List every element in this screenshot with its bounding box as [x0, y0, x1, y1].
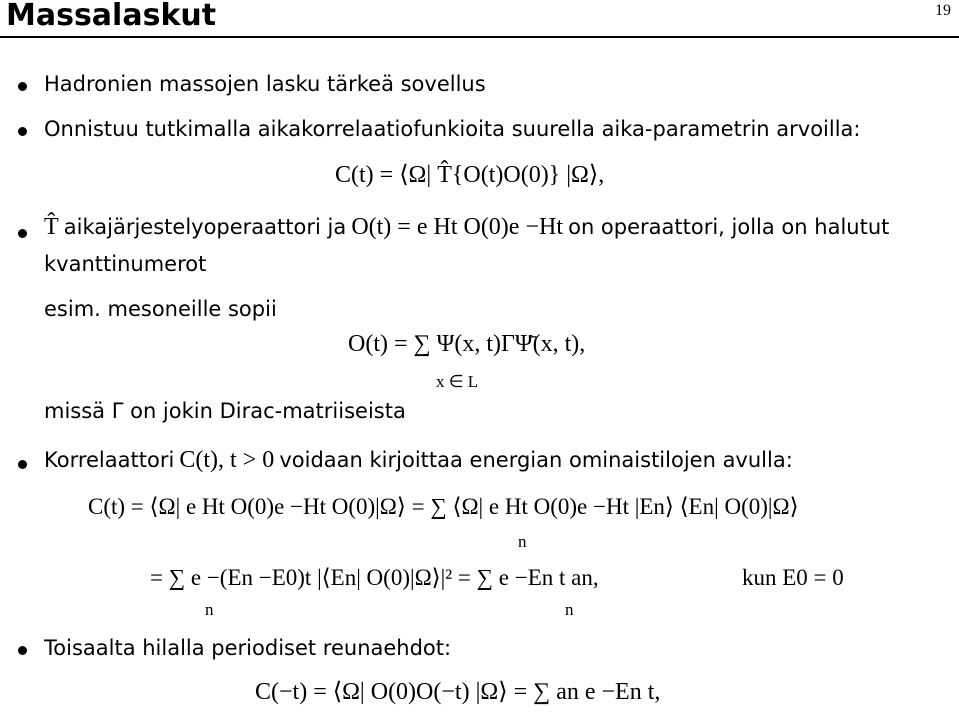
sum-subscript: n — [205, 600, 214, 619]
slide-title: Massalaskut — [6, 0, 217, 33]
operator-definition-equation: O(t) = ∑ Ψ(x, t)ΓΨ̄(x, t), — [348, 331, 586, 357]
correlator-symbol: C(t), t > 0 — [179, 447, 275, 473]
bullet-text: Onnistuu tutkimalla aikakorrelaatiofunkioita suurella aika-parametrin arvoilla: — [44, 117, 861, 141]
spectral-expansion-line2: = ∑ e −(En −E0)t |⟨En| O(0)|Ω⟩|² = ∑ e −En t an, — [150, 565, 599, 590]
spectral-expansion-line1: C(t) = ⟨Ω| e Ht O(0)e −Ht O(0)|Ω⟩ = ∑ ⟨Ω| e Ht O(0)e −Ht |En⟩ ⟨En| O(0)|Ω⟩ — [88, 494, 799, 519]
gamma-description: missä Γ on jokin Dirac-matriiseista — [44, 399, 406, 423]
bullet-text: Hadronien massojen lasku tärkeä sovellus — [44, 72, 486, 96]
periodic-boundary-equation: C(−t) = ⟨Ω| O(0)O(−t) |Ω⟩ = ∑ an e −En t, — [255, 679, 661, 705]
bullet-text: kvanttinumerot — [44, 252, 207, 276]
bullet-marker — [18, 229, 27, 238]
ground-state-condition: kun E0 = 0 — [742, 565, 844, 590]
bullet-line — [44, 447, 793, 474]
bullet-text: aikajärjestelyoperaattori ja — [63, 215, 347, 239]
sum-subscript: n — [518, 532, 527, 551]
correlator-definition-equation: C(t) = ⟨Ω| T̂{O(t)O(0)} |Ω⟩, — [335, 162, 605, 188]
bullet-text: Korrelaattori — [44, 448, 175, 472]
sum-subscript: x ∈ L — [436, 372, 479, 391]
bullet-text: Toisaalta hilalla periodiset reunaehdot: — [44, 636, 452, 660]
bullet-marker — [18, 82, 27, 91]
page-number: 19 — [935, 2, 951, 19]
sum-subscript: n — [565, 600, 574, 619]
bullet-marker — [18, 460, 27, 469]
time-ordering-operator: T̂ — [44, 214, 59, 240]
bullet-text: on operaattori, jolla on halutut — [568, 215, 890, 239]
slide-header — [0, 0, 959, 38]
bullet-line — [44, 214, 889, 241]
operator-time-evolution: O(t) = e Ht O(0)e −Ht — [351, 214, 563, 240]
bullet-text: voidaan kirjoittaa energian ominaistilojen avulla: — [279, 448, 793, 472]
example-label: esim. mesoneille sopii — [44, 297, 277, 321]
bullet-marker — [18, 646, 27, 655]
bullet-marker — [18, 127, 27, 136]
